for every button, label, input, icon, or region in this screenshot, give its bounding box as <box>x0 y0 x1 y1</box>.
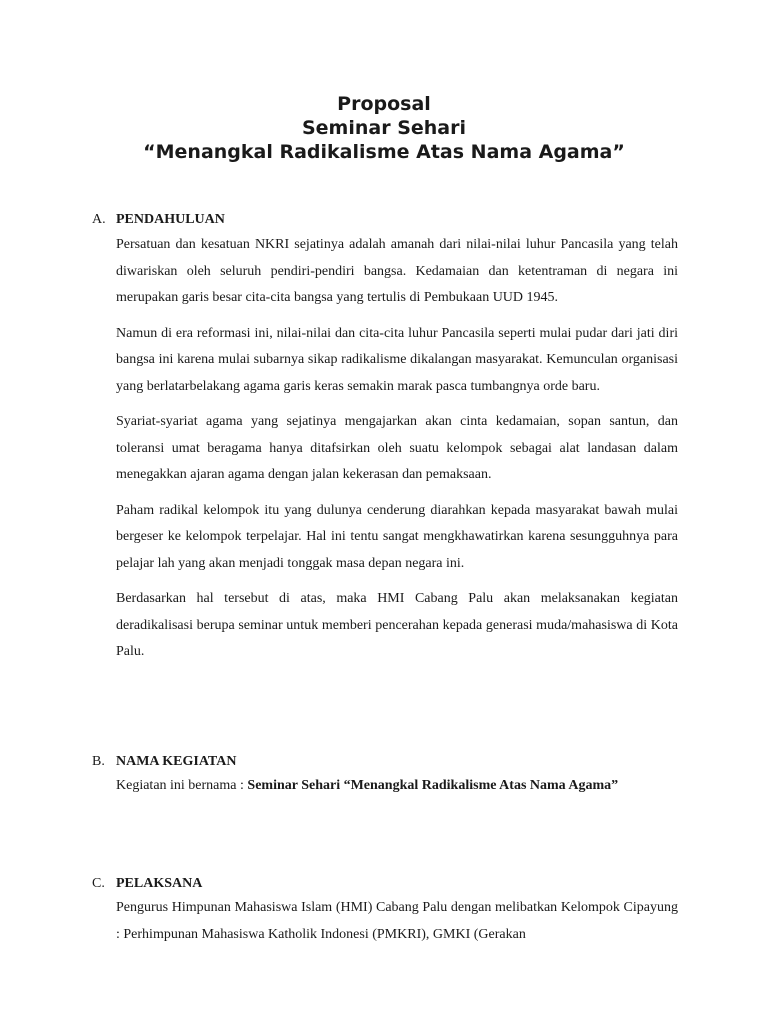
section-heading <box>92 211 678 229</box>
section-heading <box>92 875 678 893</box>
paragraph: Namun di era reformasi ini, nilai-nilai dan cita-cita luhur Pancasila seperti mulai pudar dari jati diri bangsa ini karena mulai subarnya sikap radikalisme dikalangan masyarakat. Kemunculan organisasi yang berlatarbelakang agama garis keras semakin marak pasca tumbangnya orde baru. <box>116 325 678 394</box>
section-body <box>116 773 678 800</box>
paragraph <box>116 773 678 800</box>
activity-intro: Kegiatan ini bernama : <box>116 778 248 793</box>
paragraph: Syariat-syariat agama yang sejatinya mengajarkan akan cinta kedamaian, sopan santun, dan toleransi umat beragama hanya ditafsirkan oleh suatu kelompok sebagai alat landasan dalam menegakkan ajaran agama dengan jalan kekerasan dan pemaksaan. <box>116 414 678 482</box>
section-nama-kegiatan <box>92 753 678 809</box>
paragraph: Paham radikal kelompok itu yang dulunya cenderung diarahkan kepada masyarakat bawah mulai bergeser ke kelompok terpelajar. Hal ini tentu sangat mengkhawatirkan karena sesungguhnya para pelajar lah yang akan menjadi tonggak masa depan negara ini. <box>116 502 678 571</box>
section-letter: C. <box>92 876 105 891</box>
paragraph: Persatuan dan kesatuan NKRI sejatinya adalah amanah dari nilai-nilai luhur Pancasila yang telah diwariskan oleh seluruh pendiri-pendiri bangsa. Kedamaian dan ketentraman di negara ini merupakan garis besar cita-cita bangsa yang tertulis di Pembukaan UUD 1945. <box>116 237 678 305</box>
section-pendahuluan <box>92 211 678 675</box>
section-letter: A. <box>92 212 106 227</box>
section-pelaksana <box>92 875 678 957</box>
activity-name: Seminar Sehari “Menangkal Radikalisme Atas Nama Agama” <box>247 778 619 793</box>
title-line-theme: “Menangkal Radikalisme Atas Nama Agama” <box>143 141 625 163</box>
title-line-proposal: Proposal <box>337 93 431 115</box>
section-heading <box>92 753 678 771</box>
section-title: NAMA KEGIATAN <box>116 754 237 769</box>
section-title: PENDAHULUAN <box>116 212 225 227</box>
section-title: PELAKSANA <box>116 876 203 891</box>
title-line-seminar: Seminar Sehari <box>301 117 466 139</box>
paragraph: Pengurus Himpunan Mahasiswa Islam (HMI) Cabang Palu dengan melibatkan Kelompok Cipayung : Perhimpunan Mahasiswa Katholik Indonesi (PMKRI), GMKI (Gerakan <box>116 900 678 942</box>
section-body <box>116 232 678 666</box>
document-title <box>0 92 768 164</box>
paragraph: Berdasarkan hal tersebut di atas, maka HMI Cabang Palu akan melaksanakan kegiatan deradikalisasi berupa seminar untuk memberi pencerahan kepada generasi muda/mahasiswa di Kota Palu. <box>116 591 678 659</box>
section-letter: B. <box>92 754 105 769</box>
section-body <box>116 895 678 948</box>
